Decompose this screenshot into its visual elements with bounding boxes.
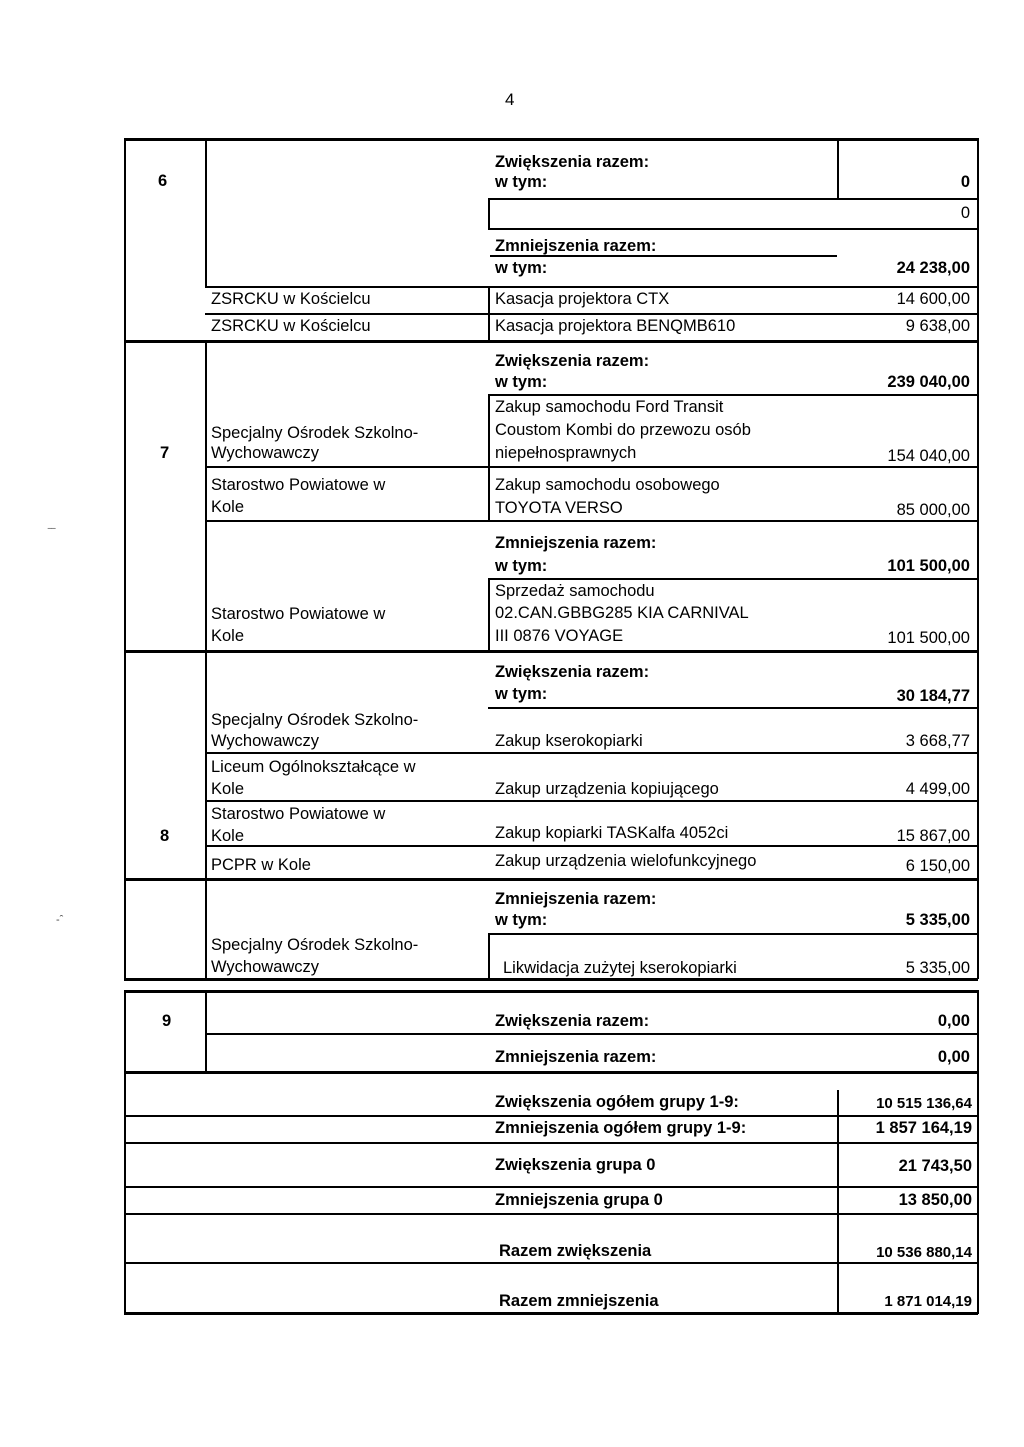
item-amount: 3 668,77	[905, 732, 970, 750]
item-description: 02.CAN.GBBG285 KIA CARNIVAL	[495, 604, 749, 622]
item-description: Zakup samochodu osobowego	[495, 476, 720, 494]
item-description: Likwidacja zużytej kserokopiarki	[503, 959, 737, 977]
decreases-label: Zmniejszenia razem:	[495, 237, 657, 255]
decreases-label: Zmniejszenia razem:	[495, 1048, 657, 1066]
item-description: niepełnosprawnych	[495, 444, 637, 462]
unit-name: Starostwo Powiatowe w	[211, 605, 386, 623]
item-amount: 101 500,00	[887, 629, 970, 647]
of-which-label: w tym:	[495, 557, 548, 575]
scan-artifact: ‾‾	[48, 528, 56, 540]
item-amount: 14 600,00	[896, 290, 970, 308]
unit-name: Starostwo Powiatowe w	[211, 805, 386, 823]
section-number: 6	[158, 172, 168, 190]
unit-name: Specjalny Ośrodek Szkolno-	[211, 711, 419, 729]
summary-label: Zmniejszenia grupa 0	[495, 1191, 663, 1209]
item-amount: 85 000,00	[896, 501, 970, 519]
item-description: Coustom Kombi do przewozu osób	[495, 421, 751, 439]
unit-name: Kole	[211, 780, 245, 798]
summary-value: 10 515 136,64	[876, 1095, 972, 1112]
unit-name: Specjalny Ośrodek Szkolno-	[211, 424, 419, 442]
of-which-label: w tym:	[495, 259, 548, 277]
of-which-label: w tym:	[495, 173, 548, 191]
summary-value: 21 743,50	[898, 1157, 972, 1175]
increases-total: 30 184,77	[896, 687, 970, 705]
scan-artifact: -ˆ	[56, 914, 64, 926]
increases-total: 239 040,00	[887, 373, 970, 391]
item-description: Zakup urządzenia kopiującego	[495, 780, 719, 798]
of-which-label: w tym:	[495, 911, 548, 929]
item-amount: 6 150,00	[905, 857, 970, 875]
item-description: III 0876 VOYAGE	[495, 627, 624, 645]
of-which-label: w tym:	[495, 373, 548, 391]
summary-label: Zmniejszenia ogółem grupy 1-9:	[495, 1119, 747, 1137]
item-description: TOYOTA VERSO	[495, 499, 623, 517]
increases-total: 0,00	[937, 1012, 970, 1030]
item-amount: 5 335,00	[905, 959, 970, 977]
item-description: Zakup samochodu Ford Transit	[495, 398, 724, 416]
item-description: Zakup urządzenia wielofunkcyjnego	[495, 852, 757, 870]
summary-label: Zwiększenia ogółem grupy 1-9:	[495, 1093, 739, 1111]
increases-label: Zwiększenia razem:	[495, 153, 650, 171]
decreases-total: 24 238,00	[896, 259, 970, 277]
summary-value: 10 536 880,14	[876, 1244, 972, 1261]
unit-name: Wychowawczy	[211, 732, 320, 750]
decreases-total: 101 500,00	[887, 557, 970, 575]
of-which-label: w tym:	[495, 685, 548, 703]
item-description: Kasacja projektora CTX	[495, 290, 670, 308]
unit-name: Kole	[211, 498, 245, 516]
increases-value: 0	[960, 204, 970, 222]
increases-label: Zwiększenia razem:	[495, 1012, 650, 1030]
item-description: Zakup kserokopiarki	[495, 732, 643, 750]
item-description: Sprzedaż samochodu	[495, 582, 655, 600]
unit-name: Kole	[211, 827, 245, 845]
decreases-label: Zmniejszenia razem:	[495, 890, 657, 908]
unit-name: Wychowawczy	[211, 444, 320, 462]
summary-value: 1 871 014,19	[884, 1293, 972, 1310]
decreases-label: Zmniejszenia razem:	[495, 534, 657, 552]
item-description: Kasacja projektora BENQMB610	[495, 317, 736, 335]
summary-value: 1 857 164,19	[875, 1119, 972, 1137]
summary-label: Razem zwiększenia	[499, 1242, 652, 1260]
summary-value: 13 850,00	[898, 1191, 972, 1209]
item-amount: 9 638,00	[905, 317, 970, 335]
unit-name: Specjalny Ośrodek Szkolno-	[211, 936, 419, 954]
increases-label: Zwiększenia razem:	[495, 663, 650, 681]
increases-label: Zwiększenia razem:	[495, 352, 650, 370]
item-amount: 154 040,00	[887, 447, 970, 465]
page-number: 4	[505, 90, 515, 109]
item-description: Zakup kopiarki TASKalfa 4052ci	[495, 824, 729, 842]
unit-name: ZSRCKU w Kościelcu	[211, 317, 371, 335]
section-number: 8	[160, 827, 170, 845]
unit-name: Starostwo Powiatowe w	[211, 476, 386, 494]
unit-name: PCPR w Kole	[211, 856, 311, 874]
decreases-total: 0,00	[937, 1048, 970, 1066]
section-number: 9	[162, 1012, 172, 1030]
item-amount: 4 499,00	[905, 780, 970, 798]
decreases-total: 5 335,00	[905, 911, 970, 929]
increases-total: 0	[960, 173, 970, 191]
item-amount: 15 867,00	[896, 827, 970, 845]
summary-label: Razem zmniejszenia	[499, 1292, 659, 1310]
unit-name: ZSRCKU w Kościelcu	[211, 290, 371, 308]
summary-label: Zwiększenia grupa 0	[495, 1156, 656, 1174]
section-number: 7	[160, 444, 170, 462]
unit-name: Wychowawczy	[211, 958, 320, 976]
unit-name: Liceum Ogólnokształcące w	[211, 758, 416, 776]
unit-name: Kole	[211, 627, 245, 645]
